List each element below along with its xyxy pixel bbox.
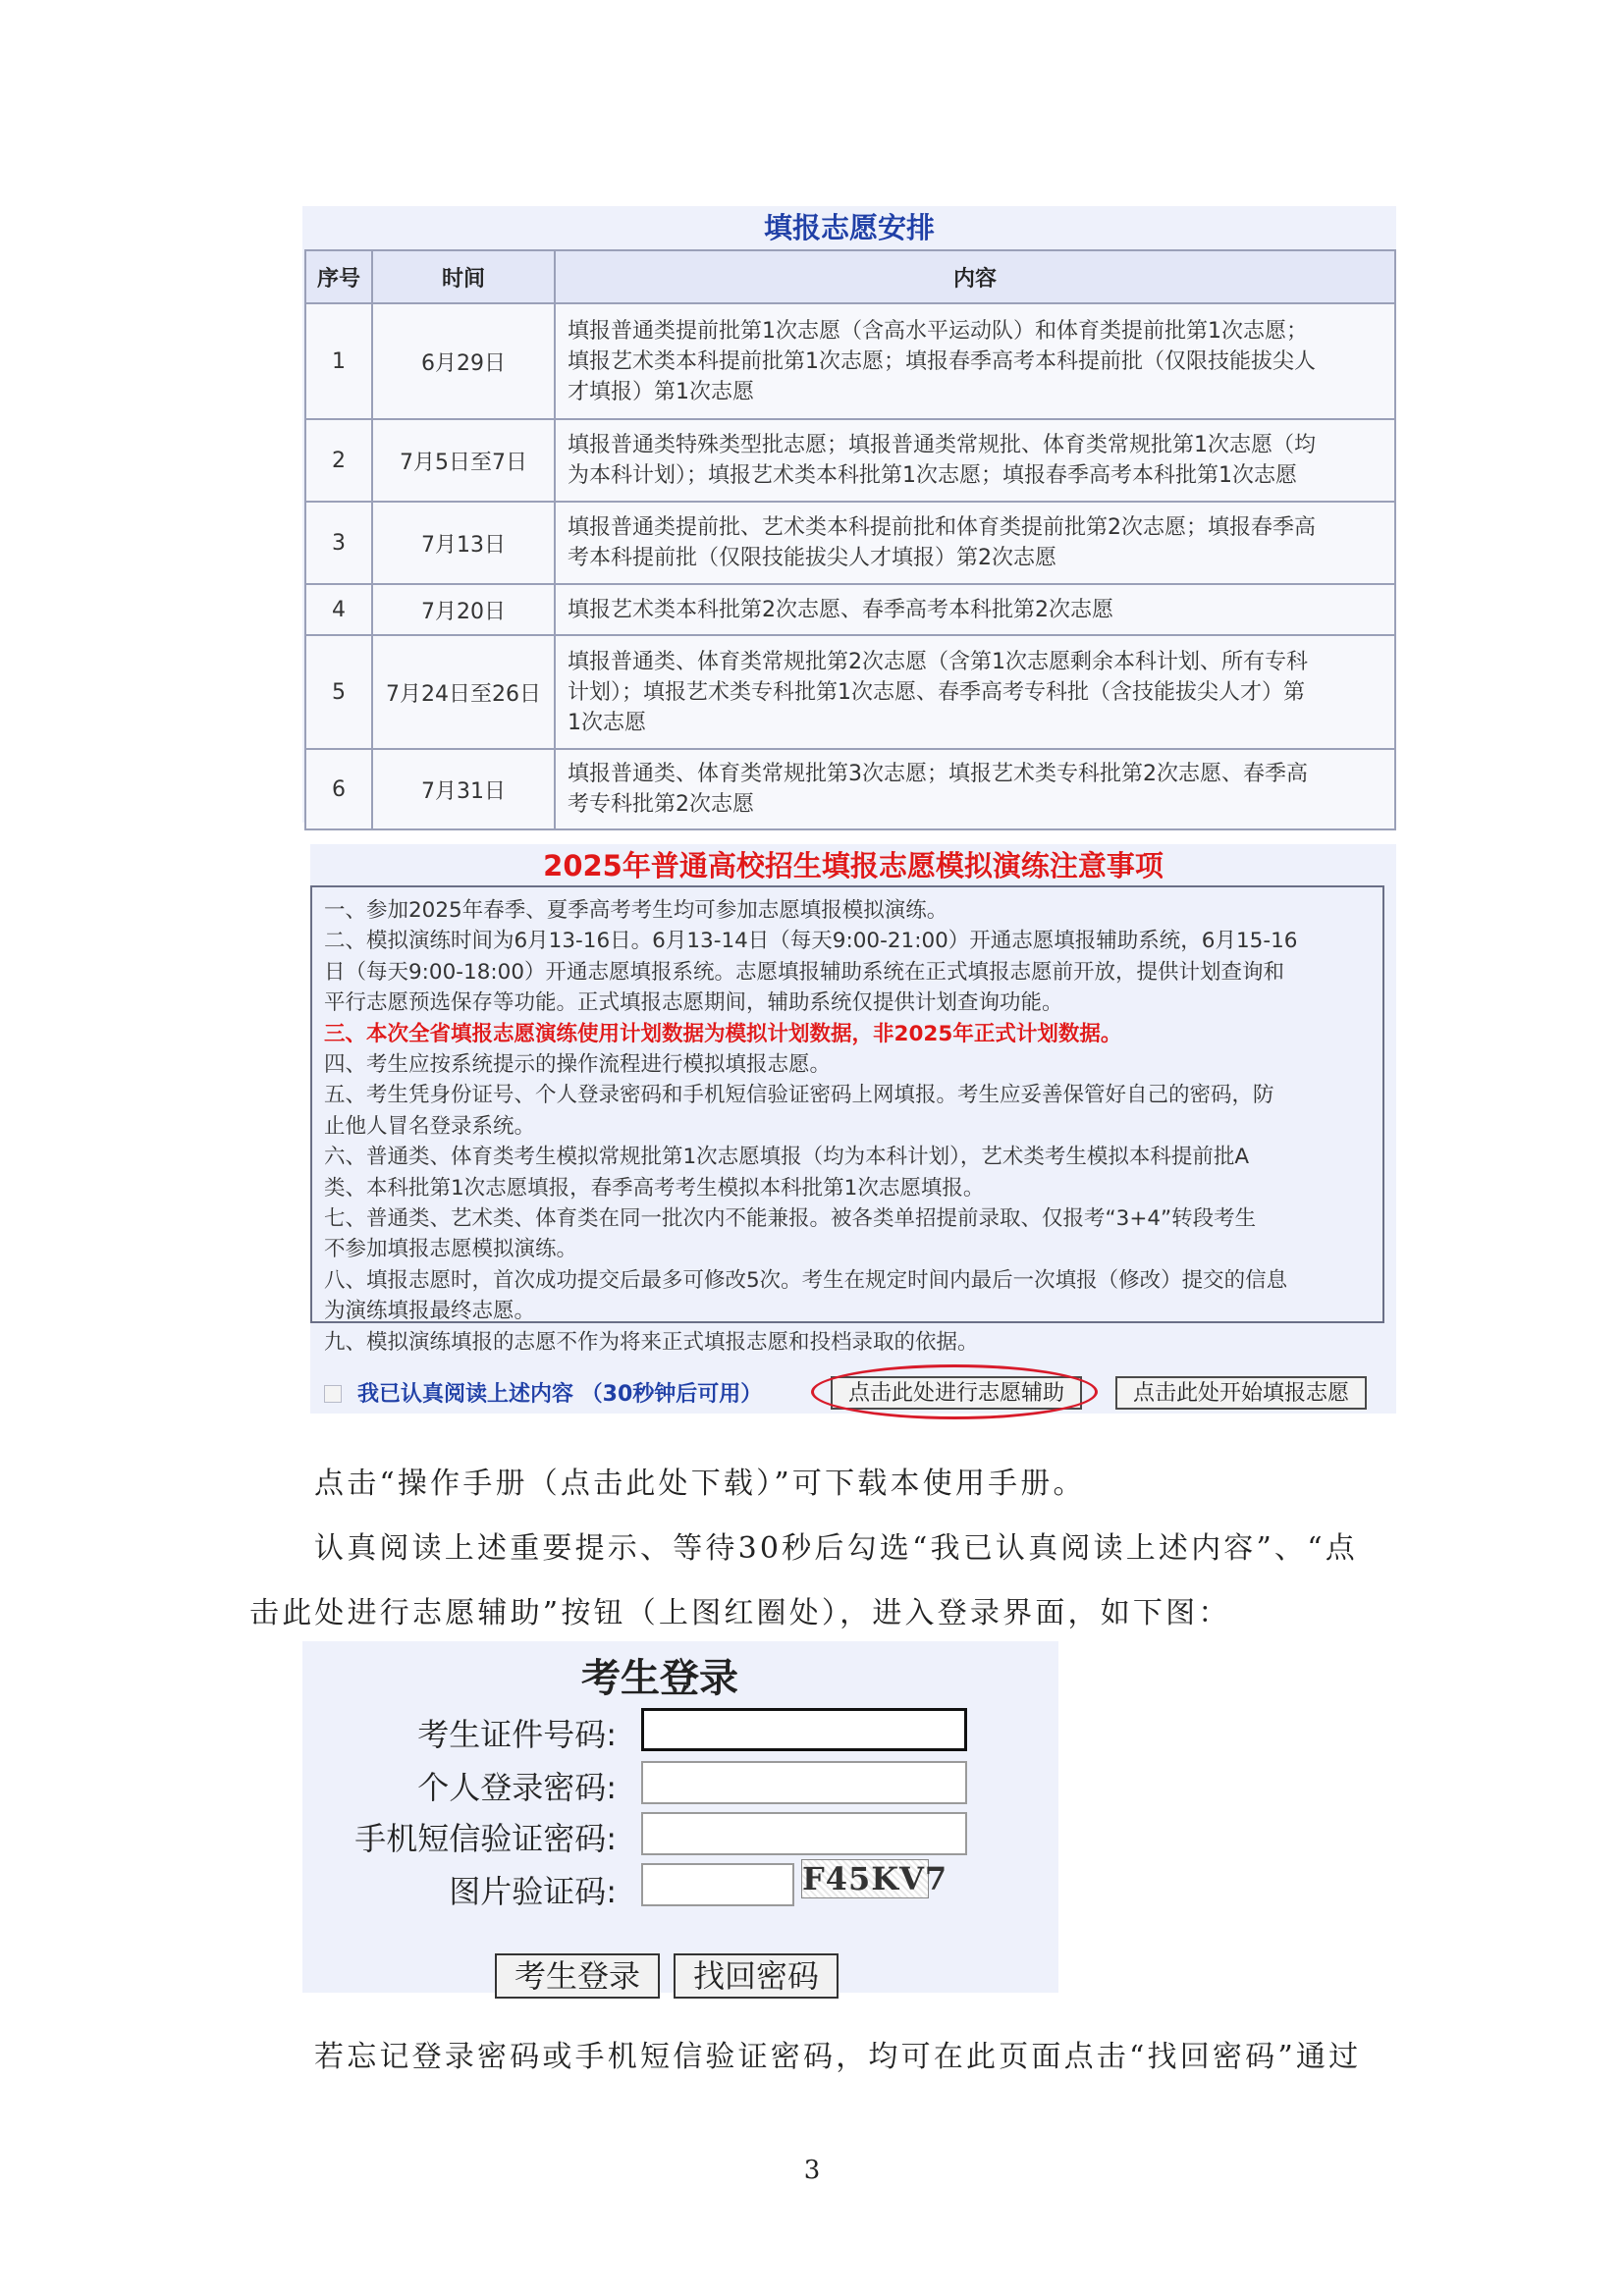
content-line: 计划）；填报艺术类专科批第1次志愿、春季高考专科批（含技能拔尖人才）第 [568,679,1305,705]
assist-button[interactable]: 点击此处进行志愿辅助 [831,1376,1082,1410]
table-row [305,303,1395,419]
notice-line: 不参加填报志愿模拟演练。 [324,1237,578,1262]
row-no: 1 [305,303,372,419]
content-line: 1次志愿 [568,710,646,735]
notice-content [310,885,1384,1355]
row-content [555,303,1395,419]
captcha-label: 图片验证码: [449,1873,617,1910]
row-content [555,635,1395,749]
content-line: 填报普通类特殊类型批志愿；填报普通类常规批、体育类常规批第1次志愿（均 [568,433,1316,457]
content-line: 填报普通类提前批第1次志愿（含高水平运动队）和体育类提前批第1次志愿； [568,318,1308,344]
row-no: 6 [305,749,372,829]
header-content: 内容 [555,250,1395,303]
page-number: 3 [803,2156,821,2185]
start-filling-button[interactable]: 点击此处开始填报志愿 [1115,1376,1367,1410]
row-content [555,419,1395,502]
notice-line: 四、考生应按系统提示的操作流程进行模拟填报志愿。 [324,1052,832,1078]
notice-line: 八、填报志愿时，首次成功提交后最多可修改5次。考生在规定时间内最后一次填报（修改）提交的信息 [324,1267,1288,1293]
table-row [305,419,1395,502]
agree-row[interactable] [324,1382,762,1408]
recover-password-button[interactable]: 找回密码 [674,1953,839,1999]
paragraph-instructions-2: 击此处进行志愿辅助”按钮（上图红圈处），进入登录界面，如下图： [249,1596,1231,1630]
header-no: 序号 [305,250,372,303]
table-header-row [305,250,1395,303]
notice-panel [310,844,1396,1414]
notice-title: 2025年普通高校招生填报志愿模拟演练注意事项 [543,849,1164,882]
captcha-image[interactable]: F45KV7 [802,1860,948,1897]
notice-line-important: 三、本次全省填报志愿演练使用计划数据为模拟计划数据，非2025年正式计划数据。 [324,1021,1122,1046]
password-input[interactable] [641,1761,967,1804]
captcha-input[interactable] [641,1863,794,1906]
content-line: 填报艺术类本科提前批第1次志愿；填报春季高考本科提前批（仅限技能拔尖人 [568,348,1316,374]
row-time: 7月5日至7日 [372,419,555,502]
notice-line: 二、模拟演练时间为6月13-16日。6月13-14日（每天9:00-21:00）开通志愿填报辅助系统，6月15-16 [324,929,1298,954]
highlight-circle [811,1364,1098,1419]
content-line: 为本科计划）；填报艺术类本科批第1次志愿；填报春季高考本科批第1次志愿 [568,463,1297,488]
notice-line: 类、本科批第1次志愿填报，春季高考考生模拟本科批第1次志愿填报。 [324,1175,985,1201]
notice-line: 七、普通类、艺术类、体育类在同一批次内不能兼报。被各类单招提前录取、仅报考“3+4”转段考生 [324,1206,1257,1232]
row-no: 4 [305,584,372,635]
agree-checkbox[interactable] [324,1385,342,1403]
row-time: 6月29日 [372,303,555,419]
id-number-input[interactable] [641,1708,967,1751]
table-row [305,749,1395,829]
table-row [305,584,1395,635]
notice-line: 一、参加2025年春季、夏季高考考生均可参加志愿填报模拟演练。 [324,898,948,923]
notice-line: 六、普通类、体育类考生模拟常规批第1次志愿填报（均为本科计划），艺术类考生模拟本科提前批A [324,1145,1250,1170]
notice-line: 日（每天9:00-18:00）开通志愿填报系统。志愿填报辅助系统在正式填报志愿前开放，提供计划查询和 [324,959,1285,985]
login-button[interactable]: 考生登录 [495,1953,660,1999]
paragraph-instructions-1: 认真阅读上述重要提示、等待30秒后勾选“我已认真阅读上述内容”、“点 [314,1531,1358,1566]
row-no: 3 [305,502,372,584]
content-line: 填报艺术类本科批第2次志愿、春季高考本科批第2次志愿 [568,597,1113,622]
notice-line: 平行志愿预选保存等功能。正式填报志愿期间，辅助系统仅提供计划查询功能。 [324,990,1063,1016]
login-title: 考生登录 [581,1656,738,1701]
row-time: 7月20日 [372,584,555,635]
content-line: 考本科提前批（仅限技能拔尖人才填报）第2次志愿 [568,546,1056,570]
agree-label: 我已认真阅读上述内容 （30秒钟后可用） [357,1382,763,1407]
notice-line: 五、考生凭身份证号、个人登录密码和手机短信验证密码上网填报。考生应妥善保管好自己的密码，防 [324,1083,1274,1108]
content-line: 填报普通类、体育类常规批第2次志愿（含第1次志愿剩余本科计划、所有专科 [568,649,1308,674]
content-line: 考专科批第2次志愿 [568,792,754,817]
content-line: 填报普通类、体育类常规批第3次志愿；填报艺术类专科批第2次志愿、春季高 [568,762,1308,786]
login-panel [302,1641,1058,1993]
row-no: 2 [305,419,372,502]
table-row [305,502,1395,584]
content-line: 才填报）第1次志愿 [568,379,754,404]
row-no: 5 [305,635,372,749]
row-time: 7月31日 [372,749,555,829]
sms-label: 手机短信验证密码: [354,1820,617,1857]
table-row [305,635,1395,749]
paragraph-forgot-password: 若忘记登录密码或手机短信验证密码，均可在此页面点击“找回密码”通过 [314,2040,1362,2074]
schedule-panel [302,206,1396,823]
notice-line: 九、模拟演练填报的志愿不作为将来正式填报志愿和投档录取的依据。 [324,1329,979,1355]
row-time: 7月13日 [372,502,555,584]
password-label: 个人登录密码: [417,1769,617,1806]
notice-line: 为演练填报最终志愿。 [324,1299,536,1324]
row-content [555,584,1395,635]
content-line: 填报普通类提前批、艺术类本科提前批和体育类提前批第2次志愿；填报春季高 [568,515,1316,540]
schedule-table [304,249,1396,830]
paragraph-manual: 点击“操作手册（点击此处下载）”可下载本使用手册。 [314,1467,1086,1501]
id-label: 考生证件号码: [417,1716,617,1753]
row-content [555,749,1395,829]
row-time: 7月24日至26日 [372,635,555,749]
row-content [555,502,1395,584]
schedule-title: 填报志愿安排 [763,211,935,244]
notice-line: 止他人冒名登录系统。 [324,1113,536,1139]
header-time: 时间 [372,250,555,303]
sms-code-input[interactable] [641,1812,967,1855]
